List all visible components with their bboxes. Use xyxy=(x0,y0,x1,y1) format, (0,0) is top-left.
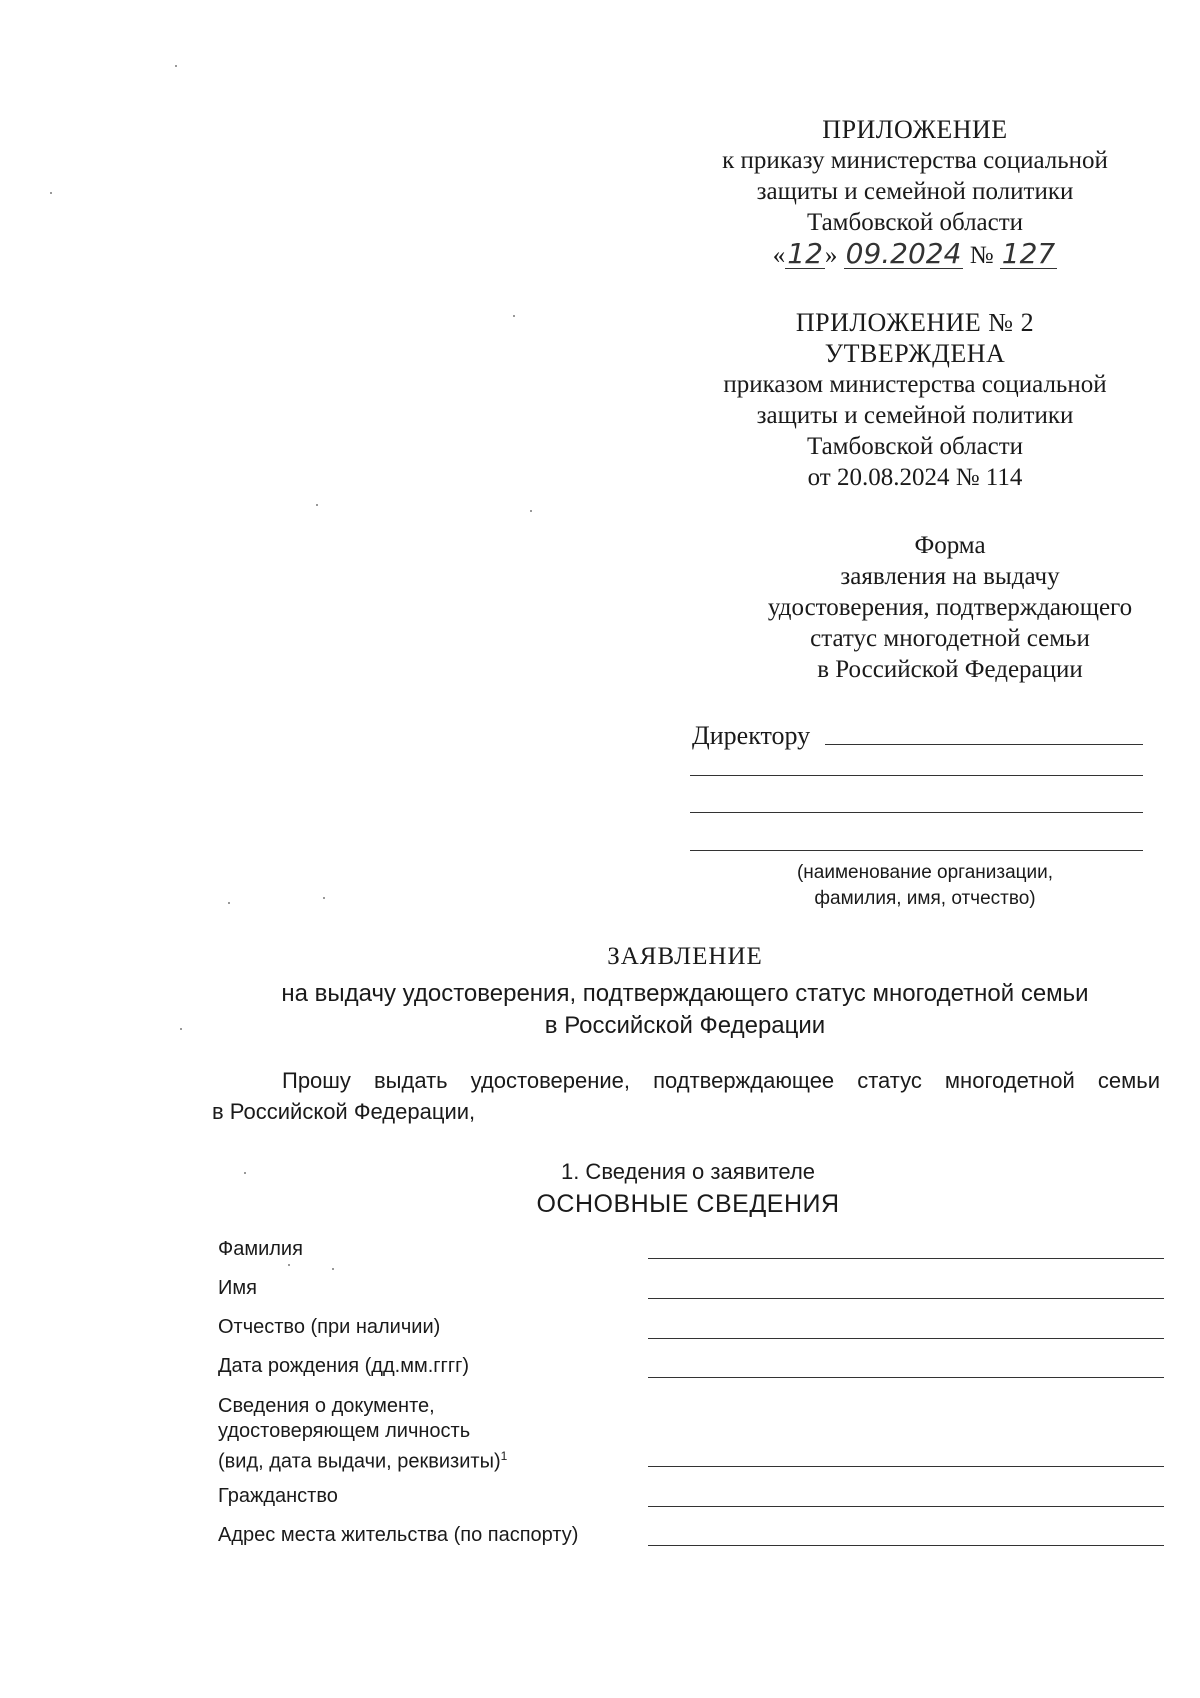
approved-line-1: приказом министерства социальной xyxy=(723,371,1107,398)
approved-line-2: защиты и семейной политики xyxy=(756,402,1074,429)
director-line-2[interactable] xyxy=(690,775,1143,776)
director-label: Директору xyxy=(692,721,811,750)
scan-speck xyxy=(244,1172,246,1174)
scan-speck xyxy=(180,1028,182,1030)
field-label-address: Адрес места жительства (по паспорту) xyxy=(218,1524,579,1546)
approved-status: УТВЕРЖДЕНА xyxy=(824,339,1006,368)
citizenship-line[interactable] xyxy=(648,1506,1164,1507)
address-line[interactable] xyxy=(648,1545,1164,1546)
form-caption-line-2: заявления на выдачу xyxy=(840,563,1060,590)
form-caption-line-5: в Российской Федерации xyxy=(817,656,1083,683)
approved-line-3: Тамбовской области xyxy=(806,433,1024,460)
appendix-line-3: Тамбовской области xyxy=(806,209,1024,236)
appendix-title: ПРИЛОЖЕНИЕ xyxy=(822,115,1008,144)
field-label-patronymic: Отчество (при наличии) xyxy=(218,1316,441,1338)
patronymic-line[interactable] xyxy=(648,1338,1164,1339)
approved-line-4: от 20.08.2024 № 114 xyxy=(807,464,1023,491)
section-subtitle: ОСНОВНЫЕ СВЕДЕНИЯ xyxy=(536,1190,840,1218)
director-name-line[interactable] xyxy=(825,744,1143,745)
request-text-line-2: в Российской Федерации, xyxy=(212,1099,476,1124)
birth-date-line[interactable] xyxy=(648,1377,1164,1378)
statement-subtitle xyxy=(280,978,1090,1042)
scan-speck xyxy=(228,902,230,904)
field-label-surname: Фамилия xyxy=(218,1238,303,1260)
handwritten-day: 12 xyxy=(787,237,823,270)
id-document-line-1: Сведения о документе, xyxy=(218,1395,435,1417)
date-close-quote: » xyxy=(824,242,838,269)
section-title: 1. Сведения о заявителе xyxy=(560,1159,816,1184)
id-document-line[interactable] xyxy=(648,1466,1164,1467)
appendix-line-1: к приказу министерства социальной xyxy=(722,147,1108,174)
scan-speck xyxy=(288,1264,290,1266)
director-hint-line-1: (наименование организации, xyxy=(796,862,1054,883)
scan-speck xyxy=(323,897,325,899)
director-line-3[interactable] xyxy=(690,812,1143,813)
form-caption-line-3: удостоверения, подтверждающего xyxy=(767,594,1133,621)
director-line-4[interactable] xyxy=(690,850,1143,851)
scan-speck xyxy=(316,504,318,506)
director-hint xyxy=(760,860,1090,912)
date-open-quote: « xyxy=(772,242,786,269)
statement-subtitle-line-2: в Российской Федерации xyxy=(544,1012,826,1039)
footnote-mark: 1 xyxy=(500,1449,508,1463)
director-hint-line-2: фамилия, имя, отчество) xyxy=(814,888,1036,909)
form-caption xyxy=(730,530,1170,685)
name-line[interactable] xyxy=(648,1298,1164,1299)
appendix-line-2: защиты и семейной политики xyxy=(756,178,1074,205)
scan-speck xyxy=(50,192,52,194)
field-label-birth-date: Дата рождения (дд.мм.гггг) xyxy=(218,1355,470,1377)
scan-speck xyxy=(175,65,177,67)
approved-header xyxy=(680,307,1150,493)
appendix-date-number xyxy=(680,237,1150,271)
id-document-line-3: (вид, дата выдачи, реквизиты)$^1$ xyxy=(218,1449,508,1473)
handwritten-number: 127 xyxy=(1001,237,1056,270)
number-sign: № xyxy=(969,242,994,269)
scan-speck xyxy=(513,315,515,317)
form-caption-line-4: статус многодетной семьи xyxy=(810,625,1090,652)
appendix-header xyxy=(680,114,1150,271)
request-text-line-1: Прошу выдать удостоверение, подтверждающее статус многодетной семьи xyxy=(282,1068,1160,1093)
field-label-name: Имя xyxy=(218,1277,257,1299)
approved-title: ПРИЛОЖЕНИЕ № 2 xyxy=(795,308,1035,337)
statement-title: ЗАЯВЛЕНИЕ xyxy=(607,943,763,970)
field-label-id-document xyxy=(218,1394,507,1475)
id-document-line-2: удостоверяющем личность xyxy=(218,1420,471,1442)
scan-speck xyxy=(332,1268,334,1270)
field-label-citizenship: Гражданство xyxy=(218,1485,338,1507)
form-caption-line-1: Форма xyxy=(914,532,986,559)
surname-line[interactable] xyxy=(648,1258,1164,1259)
statement-subtitle-line-1: на выдачу удостоверения, подтверждающего статус многодетной семьи xyxy=(281,980,1089,1007)
handwritten-month-year: 09.2024 xyxy=(845,237,962,270)
scan-speck xyxy=(530,510,532,512)
